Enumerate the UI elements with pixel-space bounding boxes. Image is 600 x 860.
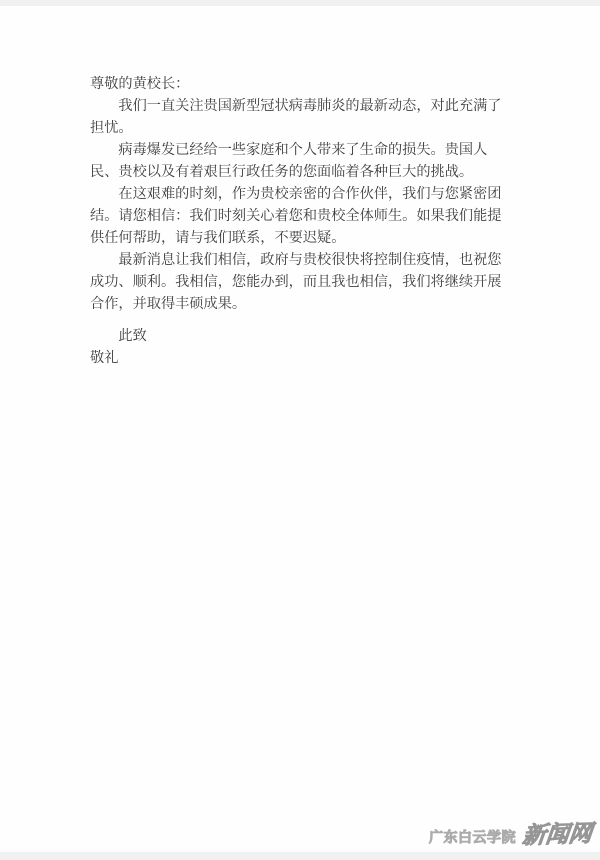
letter-closing-salute: 敬礼 xyxy=(90,350,119,366)
watermark-site-name: 广东白云学院 xyxy=(429,830,516,846)
letter-paragraph-3: 在这艰难的时刻，作为贵校亲密的合作伙伴，我们与您紧密团结。请您相信：我们时刻关心着您和贵校全体师生。如果我们能提供任何帮助，请与我们联系，不要迟疑。 xyxy=(90,186,502,246)
watermark-section-name: 新闻网 xyxy=(521,820,594,850)
page-top-edge xyxy=(0,0,600,6)
letter-paragraph-2: 病毒爆发已经给一些家庭和个人带来了生命的损失。贵国人民、贵校以及有着艰巨行政任务的您面临着各种巨大的挑战。 xyxy=(90,142,488,180)
letter-paragraph-1: 我们一直关注贵国新型冠状病毒肺炎的最新动态，对此充满了担忧。 xyxy=(90,98,502,136)
page-bottom-edge xyxy=(0,852,600,860)
watermark xyxy=(429,816,592,849)
letter-salutation: 尊敬的黄校长： xyxy=(90,76,190,92)
letter-closing-phrase: 此致 xyxy=(118,328,147,344)
letter-body xyxy=(90,73,504,369)
letter-paragraph-4: 最新消息让我们相信，政府与贵校很快将控制住疫情，也祝您成功、顺利。我相信，您能办到，而且我也相信，我们将继续开展合作，并取得丰硕成果。 xyxy=(90,252,502,312)
